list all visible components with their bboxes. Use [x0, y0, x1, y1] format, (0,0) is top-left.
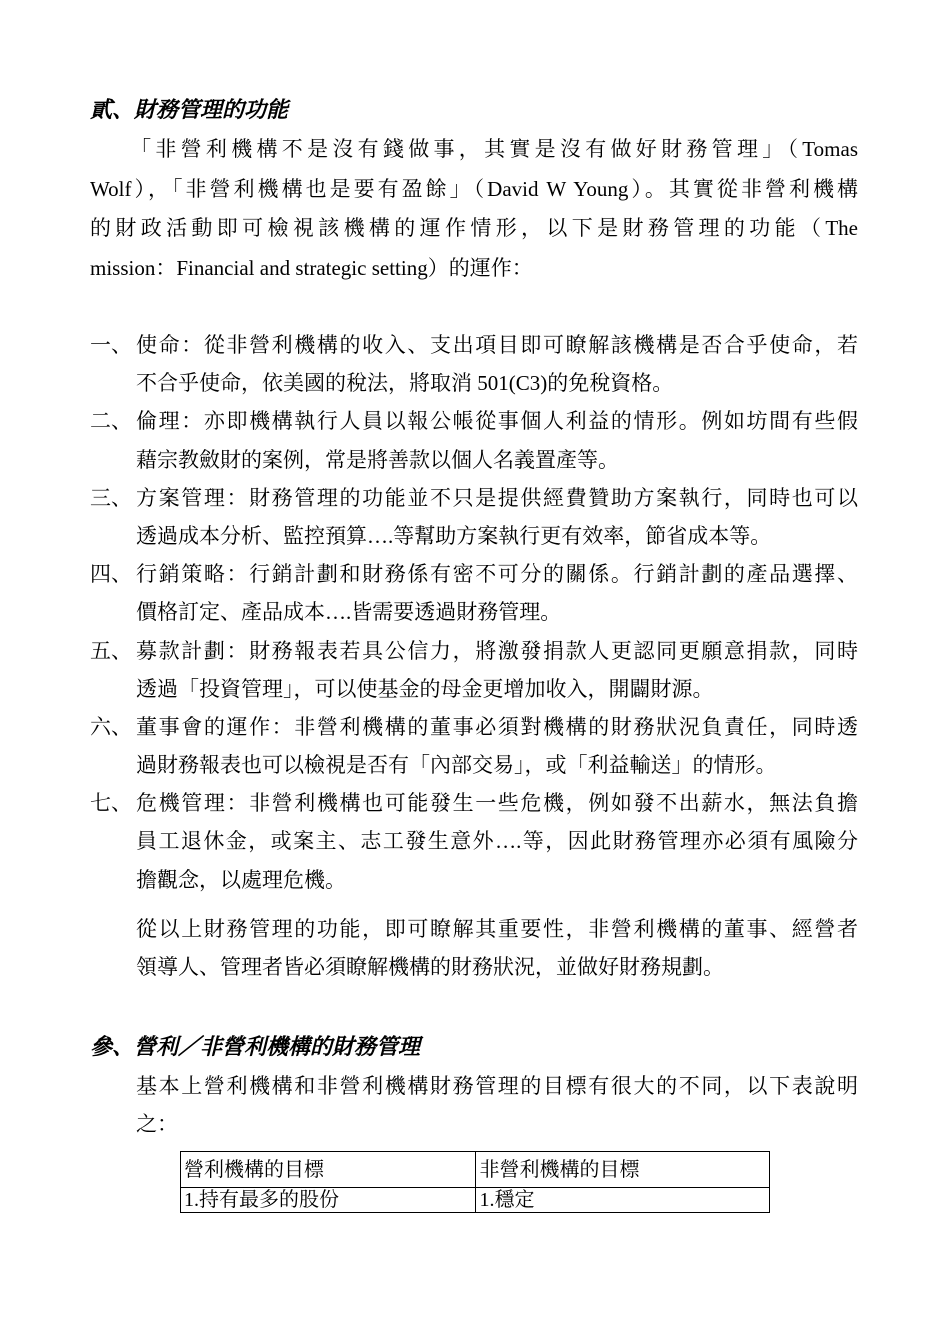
goals-table: [180, 1151, 770, 1213]
list-item-number: 七、: [90, 791, 132, 816]
function-list: [90, 326, 858, 899]
list-item-number: 六、: [90, 714, 132, 739]
paragraph-line: 從以上財務管理的功能，即可瞭解其重要性，非營利機構的董事、經營者: [136, 917, 858, 941]
table-header-row: [181, 1152, 770, 1188]
paragraph-line: 「非營利機構不是沒有錢做事，其實是沒有做好財務管理」（Tomas: [90, 137, 858, 161]
list-item-text: 透過「投資管理」，可以使基金的母金更增加收入，開闢財源。: [136, 676, 714, 701]
list-item: [90, 555, 858, 631]
list-item: [90, 402, 858, 478]
list-item-text: 藉宗教斂財的案例，常是將善款以個人名義置產等。: [136, 447, 619, 472]
list-item-text: 不合乎使命，依美國的稅法，將取消 501(C3)的免稅資格。: [136, 371, 674, 396]
paragraph-line: Wolf），「非營利機構也是要有盈餘」（David W Young）。其實從非營利機構: [90, 176, 858, 201]
section3-intro: [136, 1067, 858, 1143]
table-header-cell: 營利機構的目標: [181, 1152, 476, 1188]
list-item-text: 募款計劃：財務報表若具公信力，將激發捐款人更認同更願意捐款，同時: [136, 638, 858, 663]
list-item-text: 行銷策略：行銷計劃和財務係有密不可分的關係。行銷計劃的產品選擇、: [136, 562, 858, 587]
list-item-text: 透過成本分析、監控預算….等幫助方案執行更有效率，節省成本等。: [136, 523, 772, 548]
list-item-number: 三、: [90, 485, 132, 510]
section-heading: 貳、財務管理的功能: [90, 97, 289, 122]
paragraph-line: 的財政活動即可檢視該機構的運作情形，以下是財務管理的功能（The: [90, 216, 858, 240]
intro-paragraph: [90, 130, 858, 288]
list-item-number: 四、: [90, 562, 132, 587]
list-item-text: 方案管理：財務管理的功能並不只是提供經費贊助方案執行，同時也可以: [136, 485, 858, 510]
table-header-cell: 非營利機構的目標: [476, 1152, 770, 1188]
list-item: [90, 479, 858, 555]
paragraph-line: mission：Financial and strategic setting）的運作：: [90, 255, 533, 280]
list-item-text: 董事會的運作：非營利機構的董事必須對機構的財務狀況負責任，同時透: [136, 714, 858, 739]
list-item-number: 二、: [90, 409, 132, 434]
list-item-text: 過財務報表也可以檢視是否有「內部交易」，或「利益輸送」的情形。: [136, 753, 777, 778]
paragraph-line: 領導人、管理者皆必須瞭解機構的財務狀況，並做好財務規劃。: [136, 955, 724, 980]
paragraph-line: 之：: [136, 1112, 178, 1136]
list-item-text: 使命：從非營利機構的收入、支出項目即可瞭解該機構是否合乎使命，若: [136, 333, 858, 357]
list-item-number: 一、: [90, 333, 132, 357]
list-item-text: 價格訂定、產品成本….皆需要透過財務管理。: [136, 600, 562, 625]
list-item-number: 五、: [90, 638, 132, 663]
list-item: [90, 708, 858, 784]
list-item-text: 危機管理：非營利機構也可能發生一些危機，例如發不出薪水，無法負擔: [136, 791, 858, 816]
list-item: [90, 326, 858, 402]
summary-paragraph: [136, 910, 858, 986]
list-item-text: 擔觀念，以處理危機。: [136, 867, 346, 892]
list-item: [90, 784, 858, 899]
table-cell: 1.穩定: [476, 1188, 770, 1213]
list-item: [90, 632, 858, 708]
list-item-text: 倫理：亦即機構執行人員以報公帳從事個人利益的情形。例如坊間有些假: [136, 409, 858, 434]
paragraph-line: 基本上營利機構和非營利機構財務管理的目標有很大的不同，以下表說明: [136, 1074, 858, 1098]
list-item-text: 員工退休金，或案主、志工發生意外….等，因此財務管理亦必須有風險分: [136, 829, 858, 854]
table-row: [181, 1188, 770, 1213]
table-cell: 1.持有最多的股份: [181, 1188, 476, 1213]
section-heading: 參、營利／非營利機構的財務管理: [90, 1034, 421, 1059]
